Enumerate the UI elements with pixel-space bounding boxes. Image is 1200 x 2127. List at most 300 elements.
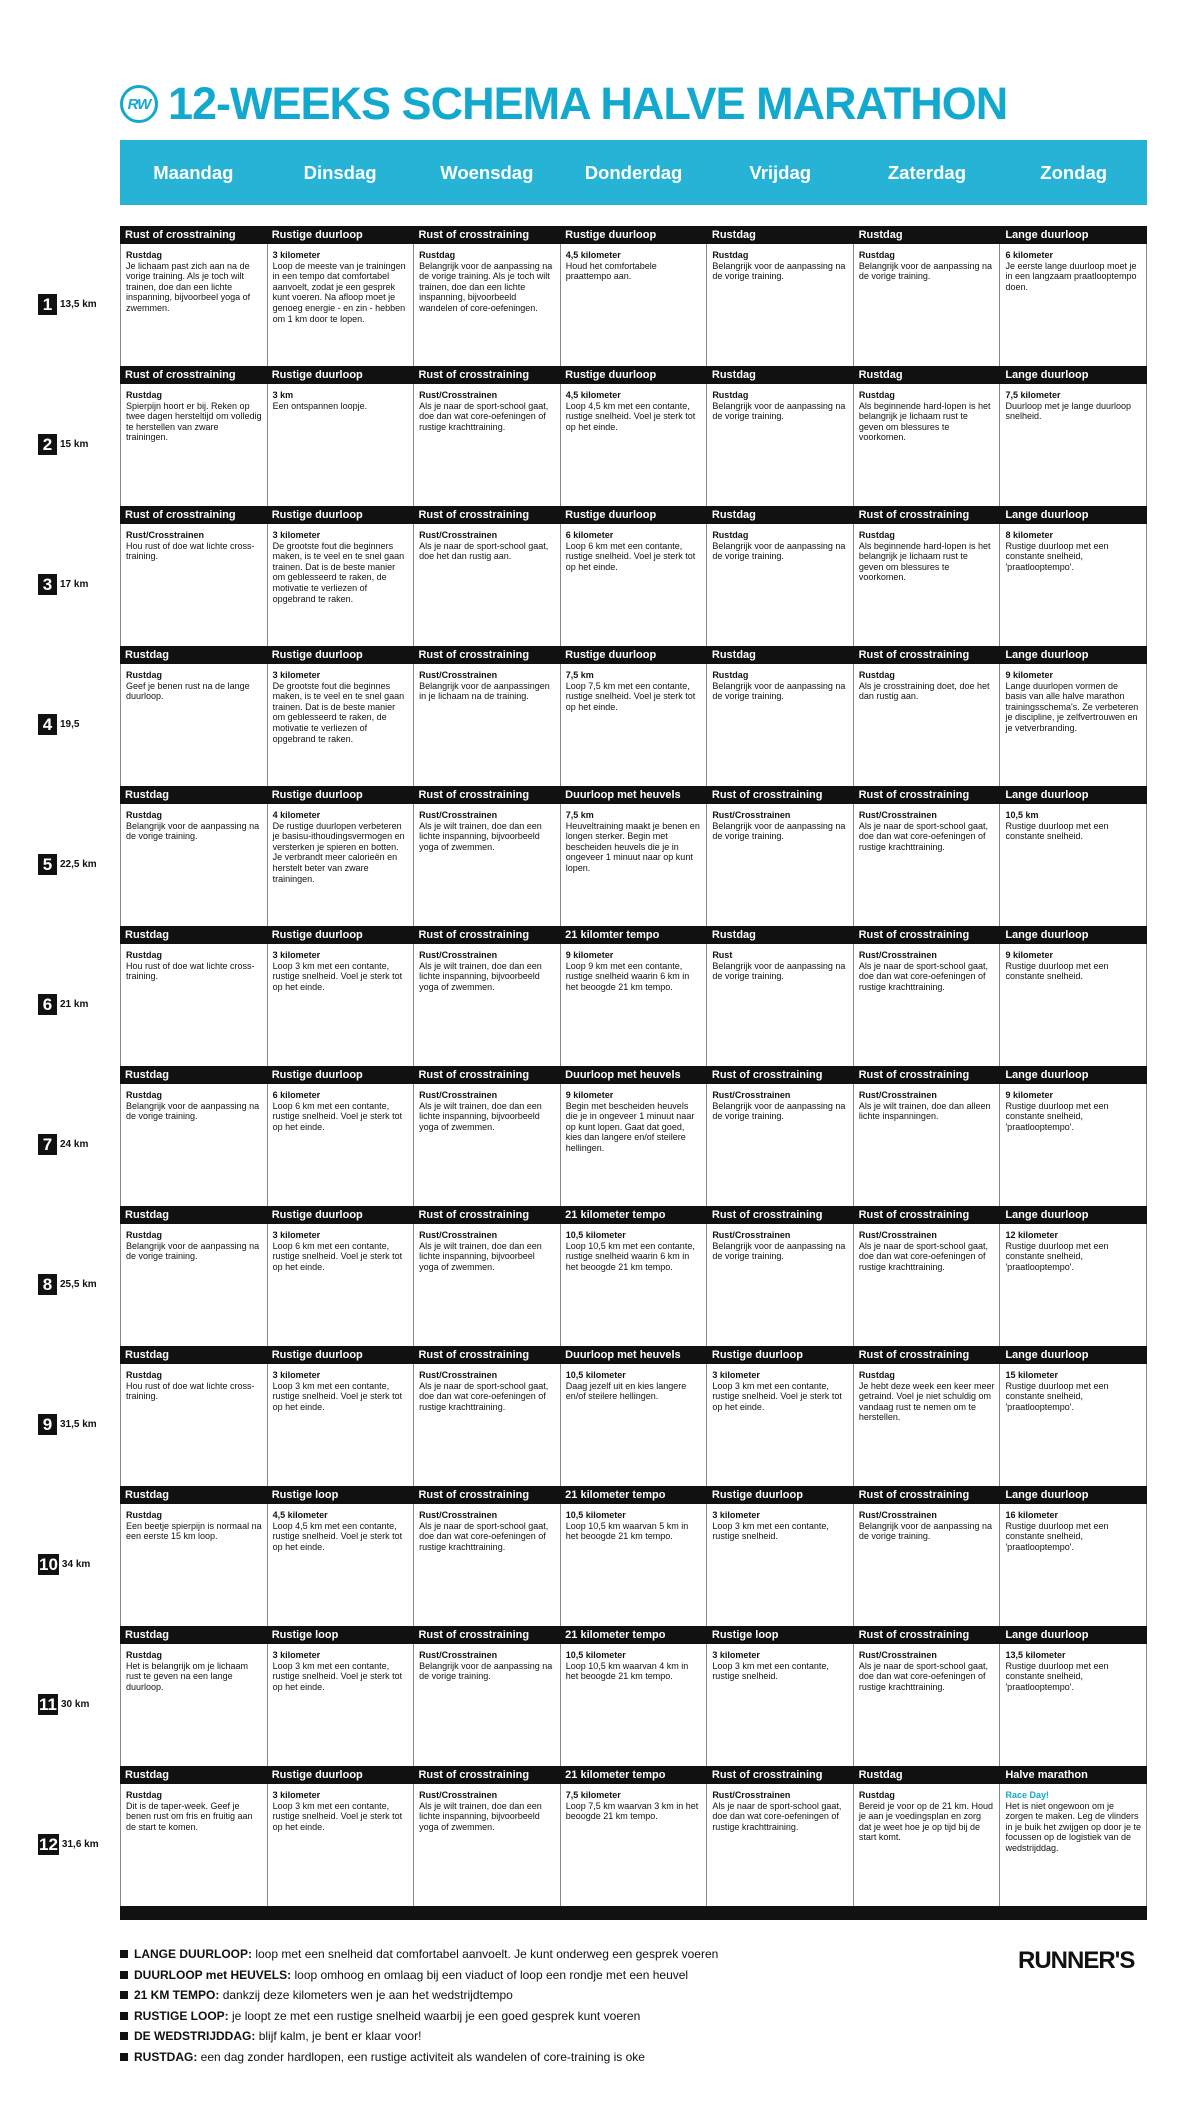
workout-cell <box>854 1784 1001 1906</box>
workout-description: Lange duurlopen vormen de basis van alle halve marathon trainingsschema's. Ze verbeteren je discipline, je zelfvertrouwen en je vetverbranding. <box>1005 680 1139 733</box>
legend-item <box>120 1985 920 2006</box>
workout-cell <box>121 244 268 366</box>
workout-title: Rust/Crosstrainen <box>419 1090 498 1100</box>
workout-description: Als beginnende hard-lopen is het belangrijk je lichaam rust te geven om blessures te voorkomen. <box>858 540 991 583</box>
workout-cell <box>707 1644 854 1766</box>
week-row <box>39 1766 1147 1906</box>
workout-title: 6 kilometer <box>565 530 614 540</box>
workout-title: 3 kilometer <box>712 1510 760 1520</box>
legend-text: dankzij deze kilometers wen je aan het wedstrijdtempo <box>222 1988 513 2002</box>
workout-type: Rustige loop <box>271 1489 339 1501</box>
workout-type: Rustige duurloop <box>271 929 363 941</box>
workout-type: Lange duurloop <box>1005 509 1089 521</box>
week-number: 11 <box>39 1695 57 1714</box>
workout-type: Rust of crosstraining <box>711 1069 823 1081</box>
workout-title: Rust/Crosstrainen <box>858 1650 937 1660</box>
workout-type: Rustige duurloop <box>565 509 657 521</box>
workout-description: Houd het comfortabele praattempo aan. <box>565 260 657 282</box>
workout-type: Lange duurloop <box>1005 1489 1089 1501</box>
workout-cell <box>707 524 854 646</box>
workout-title: 9 kilometer <box>565 1090 614 1100</box>
workout-cell <box>414 804 561 926</box>
workout-description: Het is niet ongewoon om je zorgen te maken. Leg de vlinders in je buik het zwijgen op door je te focussen op de logistiek van de wedstrijddag. <box>1005 1800 1142 1853</box>
workout-type: Rustdag <box>858 1769 903 1781</box>
workout-description: Als je wilt trainen, doe dan een lichte inspanning, bijvoorbeel yoga of zwemmen. <box>419 1240 542 1272</box>
week-number: 12 <box>39 1835 58 1854</box>
workout-title: 6 kilometer <box>1005 250 1053 260</box>
week-number: 6 <box>38 994 57 1015</box>
workout-title: 9 kilometer <box>1005 670 1053 680</box>
workout-type: Rustdag <box>125 1629 169 1641</box>
workout-type: Lange duurloop <box>1005 1069 1089 1081</box>
week-number: 10 <box>39 1555 58 1574</box>
workout-title: 10,5 kilometer <box>565 1230 626 1240</box>
week-total-km: 25,5 km <box>60 1279 97 1290</box>
workout-title: Rust/Crosstrainen <box>419 950 498 960</box>
workout-description: Belangrijk voor de aanpassing na de vorige training. <box>126 820 260 842</box>
workout-title: Rust/Crosstrainen <box>858 1090 937 1100</box>
workout-title: 15 kilometer <box>1005 1370 1058 1380</box>
workout-title: Rustdag <box>126 1370 162 1380</box>
workout-title: Rustdag <box>126 950 162 960</box>
rw-logo: RW <box>120 85 158 123</box>
workout-cell <box>561 1084 708 1206</box>
page-title: 12-WEEKS SCHEMA HALVE MARATHON <box>168 78 1008 129</box>
workout-type: Rust of crosstraining <box>858 1349 970 1361</box>
workout-type: Rust of crosstraining <box>711 789 823 801</box>
workout-title: Rustdag <box>712 670 749 680</box>
workout-cell <box>268 1084 415 1206</box>
workout-cell <box>854 244 1001 366</box>
workout-type: Lange duurloop <box>1005 229 1089 241</box>
workout-description: Loop 10,5 km waarvan 5 km in het beoogde 21 km tempo. <box>565 1520 689 1542</box>
workout-title: 10,5 kilometer <box>565 1510 626 1520</box>
workout-description: Als je naar de sport-school gaat, doe het dan rustig aan. <box>419 540 549 562</box>
week-label <box>38 1694 118 1715</box>
workout-title: 7,5 kilometer <box>1005 390 1061 400</box>
workout-description: Rustige duurloop met een constante snelheid, 'praatlooptempo'. <box>1005 1100 1109 1132</box>
workout-description: Loop 4,5 km met een contante, rustige snelheid. Voel je sterk tot op het einde. <box>565 400 696 432</box>
workout-type: Rustige duurloop <box>271 229 363 241</box>
workout-description: Je eerste lange duurloop moet je in een langzaam praatlooptempo doen. <box>1005 260 1137 292</box>
workout-description: Belangrijk voor de aanpassing na de vorige training. <box>126 1240 260 1262</box>
workout-title: 3 kilometer <box>272 950 321 960</box>
workout-cell <box>121 1784 268 1906</box>
workout-cell <box>1000 1084 1147 1206</box>
workout-title: Rustdag <box>126 1230 162 1240</box>
workout-description: Loop 7,5 km waarvan 3 km in het beoogde 21 km tempo. <box>565 1800 699 1822</box>
workout-title: 10,5 kilometer <box>565 1650 626 1660</box>
workout-title: Rust/Crosstrainen <box>419 1230 498 1240</box>
workout-title: Rust/Crosstrainen <box>419 390 498 400</box>
workout-title: Rust/Crosstrainen <box>419 1790 498 1800</box>
week-label <box>38 1134 118 1155</box>
workout-description: Heuveltraining maakt je benen en longen sterker. Begin met bescheiden heuvels die je in ongeveer 1 minuut naar op kunt lopen. <box>565 820 700 873</box>
week-row <box>42 646 1147 786</box>
week-number: 4 <box>38 714 57 735</box>
legend-term: RUSTIGE LOOP: <box>134 2008 229 2023</box>
workout-cell <box>414 664 561 786</box>
workout-type: Rust of crosstraining <box>418 1069 530 1081</box>
workout-cell <box>707 1784 854 1906</box>
workout-type: Rustige duurloop <box>271 1349 363 1361</box>
workout-description: Loop 3 km met een contante, rustige snelheid. Voel je sterk tot op het einde. <box>712 1380 842 1412</box>
workout-title: 3 kilometer <box>712 1650 760 1660</box>
workout-type: 21 kilometer tempo <box>565 1629 666 1641</box>
workout-title: Rustdag <box>858 530 895 540</box>
workout-details-row <box>120 384 1147 506</box>
week-row <box>39 1486 1147 1626</box>
workout-description: Loop 3 km met een contante, rustige snelheid. Voel je sterk tot op het einde. <box>272 960 403 992</box>
legend <box>120 1944 920 2067</box>
workout-title: Rustdag <box>126 810 162 820</box>
workout-type: Rustdag <box>125 1489 169 1501</box>
workout-details-row <box>120 524 1147 646</box>
legend-text: loop omhoog en omlaag bij een viaduct of loop een rondje met een heuvel <box>294 1967 689 1982</box>
workout-type: Rust of crosstraining <box>418 1209 530 1221</box>
workout-type: Rust of crosstraining <box>858 509 970 521</box>
week-row <box>39 1626 1147 1766</box>
workout-cell <box>121 804 268 926</box>
workout-title: Rust/Crosstrainen <box>858 950 937 960</box>
workout-cell <box>1000 804 1147 926</box>
day-header-zondag: Zondag <box>1040 161 1108 183</box>
workout-description: Rustige duurloop met een constante snelheid, 'praatlooptempo'. <box>1005 1520 1109 1552</box>
workout-description: Hou rust of doe wat lichte cross-training. <box>126 540 255 562</box>
workout-type: Rust of crosstraining <box>418 229 530 241</box>
workout-cell <box>121 524 268 646</box>
workout-title: 7,5 km <box>565 810 594 820</box>
week-number: 5 <box>38 854 57 875</box>
workout-type: Duurloop met heuvels <box>565 1349 681 1361</box>
workout-cell <box>854 944 1001 1066</box>
workout-type: Lange duurloop <box>1005 1209 1089 1221</box>
workout-title: 9 kilometer <box>1005 950 1053 960</box>
workout-type-row <box>120 1346 1147 1364</box>
workout-description: Je hebt deze week een keer meer getraind. Voel je niet schuldig om vandaag rust te nemen om te herstellen. <box>858 1380 995 1423</box>
workout-type: Rustdag <box>125 1349 169 1361</box>
workout-type-row <box>120 1766 1147 1784</box>
week-label <box>38 294 118 315</box>
workout-details-row <box>120 1504 1147 1626</box>
workout-type: Rustdag <box>711 229 756 241</box>
workout-type: 21 kilometer tempo <box>565 1769 666 1781</box>
workout-title: Rustdag <box>858 670 895 680</box>
workout-cell <box>561 1504 708 1626</box>
workout-type: 21 kilometer tempo <box>565 1489 666 1501</box>
workout-type: Rust of crosstraining <box>125 369 236 381</box>
week-row <box>42 786 1147 926</box>
week-number: 8 <box>38 1274 57 1295</box>
workout-type: Rustige duurloop <box>711 1349 803 1361</box>
workout-cell <box>414 1784 561 1906</box>
workout-cell <box>268 1504 415 1626</box>
workout-title: Rustdag <box>858 390 895 400</box>
week-label <box>38 1414 118 1435</box>
workout-title: Rustdag <box>858 1790 895 1800</box>
week-label <box>38 994 118 1015</box>
workout-type: Lange duurloop <box>1005 1629 1089 1641</box>
workout-description: Hou rust of doe wat lichte cross-training. <box>126 1380 255 1402</box>
workout-description: De rustige duurlopen verbeteren je basisu-ithoudingsvermogen en versterken je spieren en botten. Je verbrandt meer calorieën en herstelt beter van zware trainingen. <box>272 820 405 884</box>
workout-cell <box>414 384 561 506</box>
workout-details-row <box>120 1784 1147 1906</box>
workout-description: Loop 10,5 km met een contante, rustige snelheid waarin 6 km in het beoogde 21 km tempo. <box>565 1240 695 1272</box>
workout-type: Lange duurloop <box>1005 649 1089 661</box>
workout-title: Rustdag <box>419 250 456 260</box>
square-bullet-icon <box>120 1971 128 1979</box>
workout-type-row <box>120 1066 1147 1084</box>
workout-type: Rust of crosstraining <box>125 509 236 521</box>
workout-cell <box>414 1364 561 1486</box>
workout-cell <box>414 1504 561 1626</box>
workout-description: Belangrijk voor de aanpassingen in je lichaam na de training. <box>419 680 550 702</box>
legend-item <box>120 2026 920 2047</box>
week-row <box>42 506 1147 646</box>
week-row <box>42 926 1147 1066</box>
workout-type: Lange duurloop <box>1005 929 1089 941</box>
workout-description: Dit is de taper-week. Geef je benen rust om fris en fruitig aan de start te komen. <box>126 1800 253 1832</box>
workout-cell <box>1000 664 1147 786</box>
workout-cell <box>121 384 268 506</box>
workout-type: Rustdag <box>711 369 756 381</box>
workout-description: Rustige duurloop met een constante snelheid, 'praatlooptempo'. <box>1005 1380 1109 1412</box>
workout-type: Rustdag <box>125 1769 169 1781</box>
workout-cell <box>1000 1504 1147 1626</box>
workout-type: Rustige duurloop <box>711 1489 803 1501</box>
legend-item <box>120 1965 920 1986</box>
workout-cell <box>414 1644 561 1766</box>
workout-description: Als je wilt trainen, doe dan een lichte inspanning, bijvoorbeeld yoga of zwemmen. <box>419 820 542 852</box>
workout-type: Rustdag <box>125 649 169 661</box>
workout-title: Rust/Crosstrainen <box>858 1510 937 1520</box>
workout-description: Spierpijn hoort er bij. Reken op twee dagen hersteltijd om volledig te herstellen van zware trainingen. <box>126 400 262 443</box>
workout-type: Rust of crosstraining <box>418 509 530 521</box>
workout-title: Rust/Crosstrainen <box>712 1230 791 1240</box>
day-header-dinsdag: Dinsdag <box>303 161 377 183</box>
workout-type-row <box>120 786 1147 804</box>
workout-type: Rustige loop <box>271 1629 339 1641</box>
workout-cell <box>561 944 708 1066</box>
workout-details-row <box>120 1644 1147 1766</box>
workout-description: Hou rust of doe wat lichte cross-training. <box>126 960 255 982</box>
week-label <box>38 1554 118 1575</box>
workout-description: Bereid je voor op de 21 km. Houd je aan je voedingsplan en zorg dat je weet hoe je op tijd bij de start komt. <box>858 1800 993 1843</box>
workout-type: Rust of crosstraining <box>858 1629 970 1641</box>
workout-title: Race Day! <box>1005 1790 1049 1800</box>
workout-title: Rust/Crosstrainen <box>419 530 498 540</box>
square-bullet-icon <box>120 2032 128 2040</box>
week-total-km: 31,5 km <box>60 1419 97 1430</box>
workout-title: 13,5 kilometer <box>1005 1650 1066 1660</box>
workout-description: Belangrijk voor de aanpassing na de vorige training. <box>712 260 846 282</box>
workout-title: Rustdag <box>858 1370 895 1380</box>
workout-title: 4,5 kilometer <box>565 390 621 400</box>
workout-cell <box>121 1364 268 1486</box>
day-header-maandag: Maandag <box>153 161 234 183</box>
workout-cell <box>854 384 1001 506</box>
workout-description: Daag jezelf uit en kies langere en/of steilere hellingen. <box>565 1380 687 1402</box>
workout-cell <box>707 804 854 926</box>
workout-cell <box>268 244 415 366</box>
workout-title: Rust/Crosstrainen <box>858 810 937 820</box>
workout-description: Als je naar de sport-school gaat, doe dan wat core-oefeningen of rustige krachttraining. <box>858 1660 988 1692</box>
workout-cell <box>707 1084 854 1206</box>
legend-term: 21 KM TEMPO: <box>134 1988 220 2002</box>
square-bullet-icon <box>120 1950 128 1958</box>
workout-title: Rust/Crosstrainen <box>419 1510 498 1520</box>
workout-title: 7,5 kilometer <box>565 1790 621 1800</box>
workout-details-row <box>120 1084 1147 1206</box>
workout-type: Rustige duurloop <box>271 649 363 661</box>
workout-description: Belangrijk voor de aanpassing na de vorige training. <box>712 820 846 842</box>
workout-type: Rust of crosstraining <box>418 1769 530 1781</box>
week-row <box>42 366 1147 506</box>
workout-type: Rust of crosstraining <box>418 1629 530 1641</box>
workout-description: Loop 6 km met een contante, rustige snelheid. Voel je sterk tot op het einde. <box>565 540 696 572</box>
workout-title: 4 kilometer <box>272 810 321 820</box>
week-number: 1 <box>38 294 57 315</box>
workout-details-row <box>120 244 1147 366</box>
week-total-km: 30 km <box>60 1699 90 1710</box>
workout-title: Rust/Crosstrainen <box>712 1090 791 1100</box>
workout-description: Belangrijk voor de aanpassing na de vorige training. <box>712 540 846 562</box>
workout-title: Rust/Crosstrainen <box>419 810 498 820</box>
workout-type: Rust of crosstraining <box>858 1069 970 1081</box>
workout-description: Loop 6 km met een contante, rustige snelheid. Voel je sterk tot op het einde. <box>272 1100 403 1132</box>
workout-description: Belangrijk voor de aanpassing na de vorige training. <box>712 680 846 702</box>
week-total-km: 17 km <box>60 579 89 590</box>
workout-cell <box>268 664 415 786</box>
workout-description: Loop 6 km met een contante, rustige snelheid. Voel je sterk tot op het einde. <box>272 1240 403 1272</box>
workout-description: Belangrijk voor de aanpassing na de vorige training. <box>712 1240 846 1262</box>
workout-cell <box>121 1504 268 1626</box>
workout-cell <box>268 384 415 506</box>
workout-description: De grootste fout die beginnes maken, is te veel en te snel gaan trainen. Dat is de beste manier om geblesseerd te raken, de motivatie te verliezen of opgebrand te raken. <box>272 680 405 744</box>
workout-description: Loop 3 km met een contante, rustige snelheid. <box>712 1660 829 1682</box>
workout-description: Belangrijk voor de aanpassing na de vorige training. <box>712 400 846 422</box>
workout-title: Rust/Crosstrainen <box>419 1370 498 1380</box>
workout-description: Als je wilt trainen, doe dan een lichte inspanning, bijvoorbeeld yoga of zwemmen. <box>419 960 542 992</box>
workout-description: Rustige duurloop met een constante snelheid, 'praatlooptempo'. <box>1005 540 1109 572</box>
workout-description: Loop 7,5 km met een contante, rustige snelheid. Voel je sterk tot op het einde. <box>565 680 696 712</box>
workout-title: 3 kilometer <box>272 250 321 260</box>
workout-title: 9 kilometer <box>1005 1090 1053 1100</box>
workout-description: Loop 4,5 km met een contante, rustige snelheid. Voel je sterk tot op het einde. <box>272 1520 403 1552</box>
legend-text: een dag zonder hardlopen, een rustige activiteit als wandelen of core-training is oke <box>200 2049 645 2064</box>
workout-type-row <box>120 1626 1147 1644</box>
week-total-km: 13,5 km <box>60 299 97 310</box>
workout-cell <box>121 1084 268 1206</box>
workout-description: Loop 3 km met een contante, rustige snelheid. <box>712 1520 829 1542</box>
workout-title: 3 kilometer <box>272 1230 321 1240</box>
training-schedule-grid <box>39 226 1147 1906</box>
workout-type: Duurloop met heuvels <box>565 789 681 801</box>
workout-title: 3 kilometer <box>272 1370 321 1380</box>
workout-cell <box>268 524 415 646</box>
week-label <box>38 574 118 595</box>
workout-type: Rust of crosstraining <box>418 929 530 941</box>
workout-title: 3 kilometer <box>272 530 321 540</box>
workout-type: Duurloop met heuvels <box>565 1069 681 1081</box>
workout-cell <box>854 664 1001 786</box>
workout-cell <box>707 244 854 366</box>
week-row <box>42 226 1147 366</box>
workout-cell <box>268 1644 415 1766</box>
workout-cell <box>561 244 708 366</box>
workout-cell <box>707 1224 854 1346</box>
workout-description: De grootste fout die beginners maken, is te veel en te snel gaan trainen. Dat is de beste manier om geblesseerd te raken, de motivatie te verliezen of opgebrand te raken. <box>272 540 405 604</box>
week-total-km: 31,6 km <box>61 1839 99 1850</box>
workout-description: Als je wilt trainen, doe dan een lichte inspanning, bijvoorbeeld yoga of zwemmen. <box>419 1800 542 1832</box>
week-row <box>42 1346 1147 1486</box>
workout-cell <box>268 1224 415 1346</box>
workout-description: Als je crosstraining doet, doe het dan rustig aan. <box>858 680 990 702</box>
workout-description: Als beginnende hard-lopen is het belangrijk je lichaam rust te geven om blessures te voorkomen. <box>858 400 991 443</box>
workout-description: Belangrijk voor de aanpassing na de vorige training. Als je toch wilt trainen, doe dan een lichte inspanning, bijvoorbeeld wandelen of core-oefeningen. <box>419 260 553 313</box>
workout-cell <box>854 1364 1001 1486</box>
square-bullet-icon <box>120 2012 128 2020</box>
workout-description: Loop 9 km met een contante, rustige snelheid waarin 6 km in het beoogde 21 km tempo. <box>565 960 690 992</box>
week-row <box>42 1066 1147 1206</box>
workout-description: Belangrijk voor de aanpassing na de vorige training. <box>858 1520 992 1542</box>
workout-cell <box>268 1784 415 1906</box>
workout-title: 3 kilometer <box>272 1790 321 1800</box>
workout-title: 3 kilometer <box>272 1650 321 1660</box>
workout-title: 7,5 km <box>565 670 594 680</box>
workout-cell <box>561 664 708 786</box>
workout-type: Rustdag <box>711 509 756 521</box>
workout-cell <box>268 944 415 1066</box>
workout-description: Als je naar de sport-school gaat, doe dan wat core-oefeningen of rustige krachttraining. <box>712 1800 842 1832</box>
workout-cell <box>121 1224 268 1346</box>
workout-type: Rustdag <box>125 1209 169 1221</box>
weekday-header-bar <box>120 140 1147 205</box>
workout-description: Een beetje spierpijn is normaal na een eerste 15 km loop. <box>126 1520 262 1542</box>
workout-title: Rustdag <box>712 250 749 260</box>
week-number: 2 <box>38 434 57 455</box>
week-total-km: 34 km <box>61 1559 91 1570</box>
workout-title: Rust/Crosstrainen <box>419 670 498 680</box>
workout-description: Belangrijk voor de aanpassing na de vorige training. <box>419 1660 553 1682</box>
workout-type: Rust of crosstraining <box>418 1349 530 1361</box>
day-header-donderdag: Donderdag <box>584 161 683 183</box>
workout-cell <box>561 1224 708 1346</box>
workout-cell <box>854 804 1001 926</box>
workout-title: 3 kilometer <box>712 1370 760 1380</box>
legend-item <box>120 2047 920 2068</box>
workout-cell <box>121 944 268 1066</box>
workout-type: Rust of crosstraining <box>858 1489 970 1501</box>
week-label <box>38 434 118 455</box>
workout-type: Rust of crosstraining <box>711 1769 823 1781</box>
workout-cell <box>414 1224 561 1346</box>
workout-cell <box>561 804 708 926</box>
workout-details-row <box>120 1224 1147 1346</box>
workout-type: Rust of crosstraining <box>858 929 970 941</box>
legend-term: RUSTDAG: <box>134 2049 198 2064</box>
workout-type: Rust of crosstraining <box>418 649 530 661</box>
legend-text: loop met een snelheid dat comfortabel aanvoelt. Je kunt onderweg een gesprek voeren <box>255 1947 719 1961</box>
workout-title: 10,5 kilometer <box>565 1370 626 1380</box>
workout-cell <box>854 524 1001 646</box>
workout-description: Rustige duurloop met een constante snelheid, 'praatlooptempo'. <box>1005 1660 1109 1692</box>
workout-type: Rustige duurloop <box>565 369 657 381</box>
workout-type: Rustige duurloop <box>271 1069 363 1081</box>
workout-type-row <box>120 1206 1147 1224</box>
workout-type-row <box>120 1486 1147 1504</box>
workout-cell <box>268 1364 415 1486</box>
